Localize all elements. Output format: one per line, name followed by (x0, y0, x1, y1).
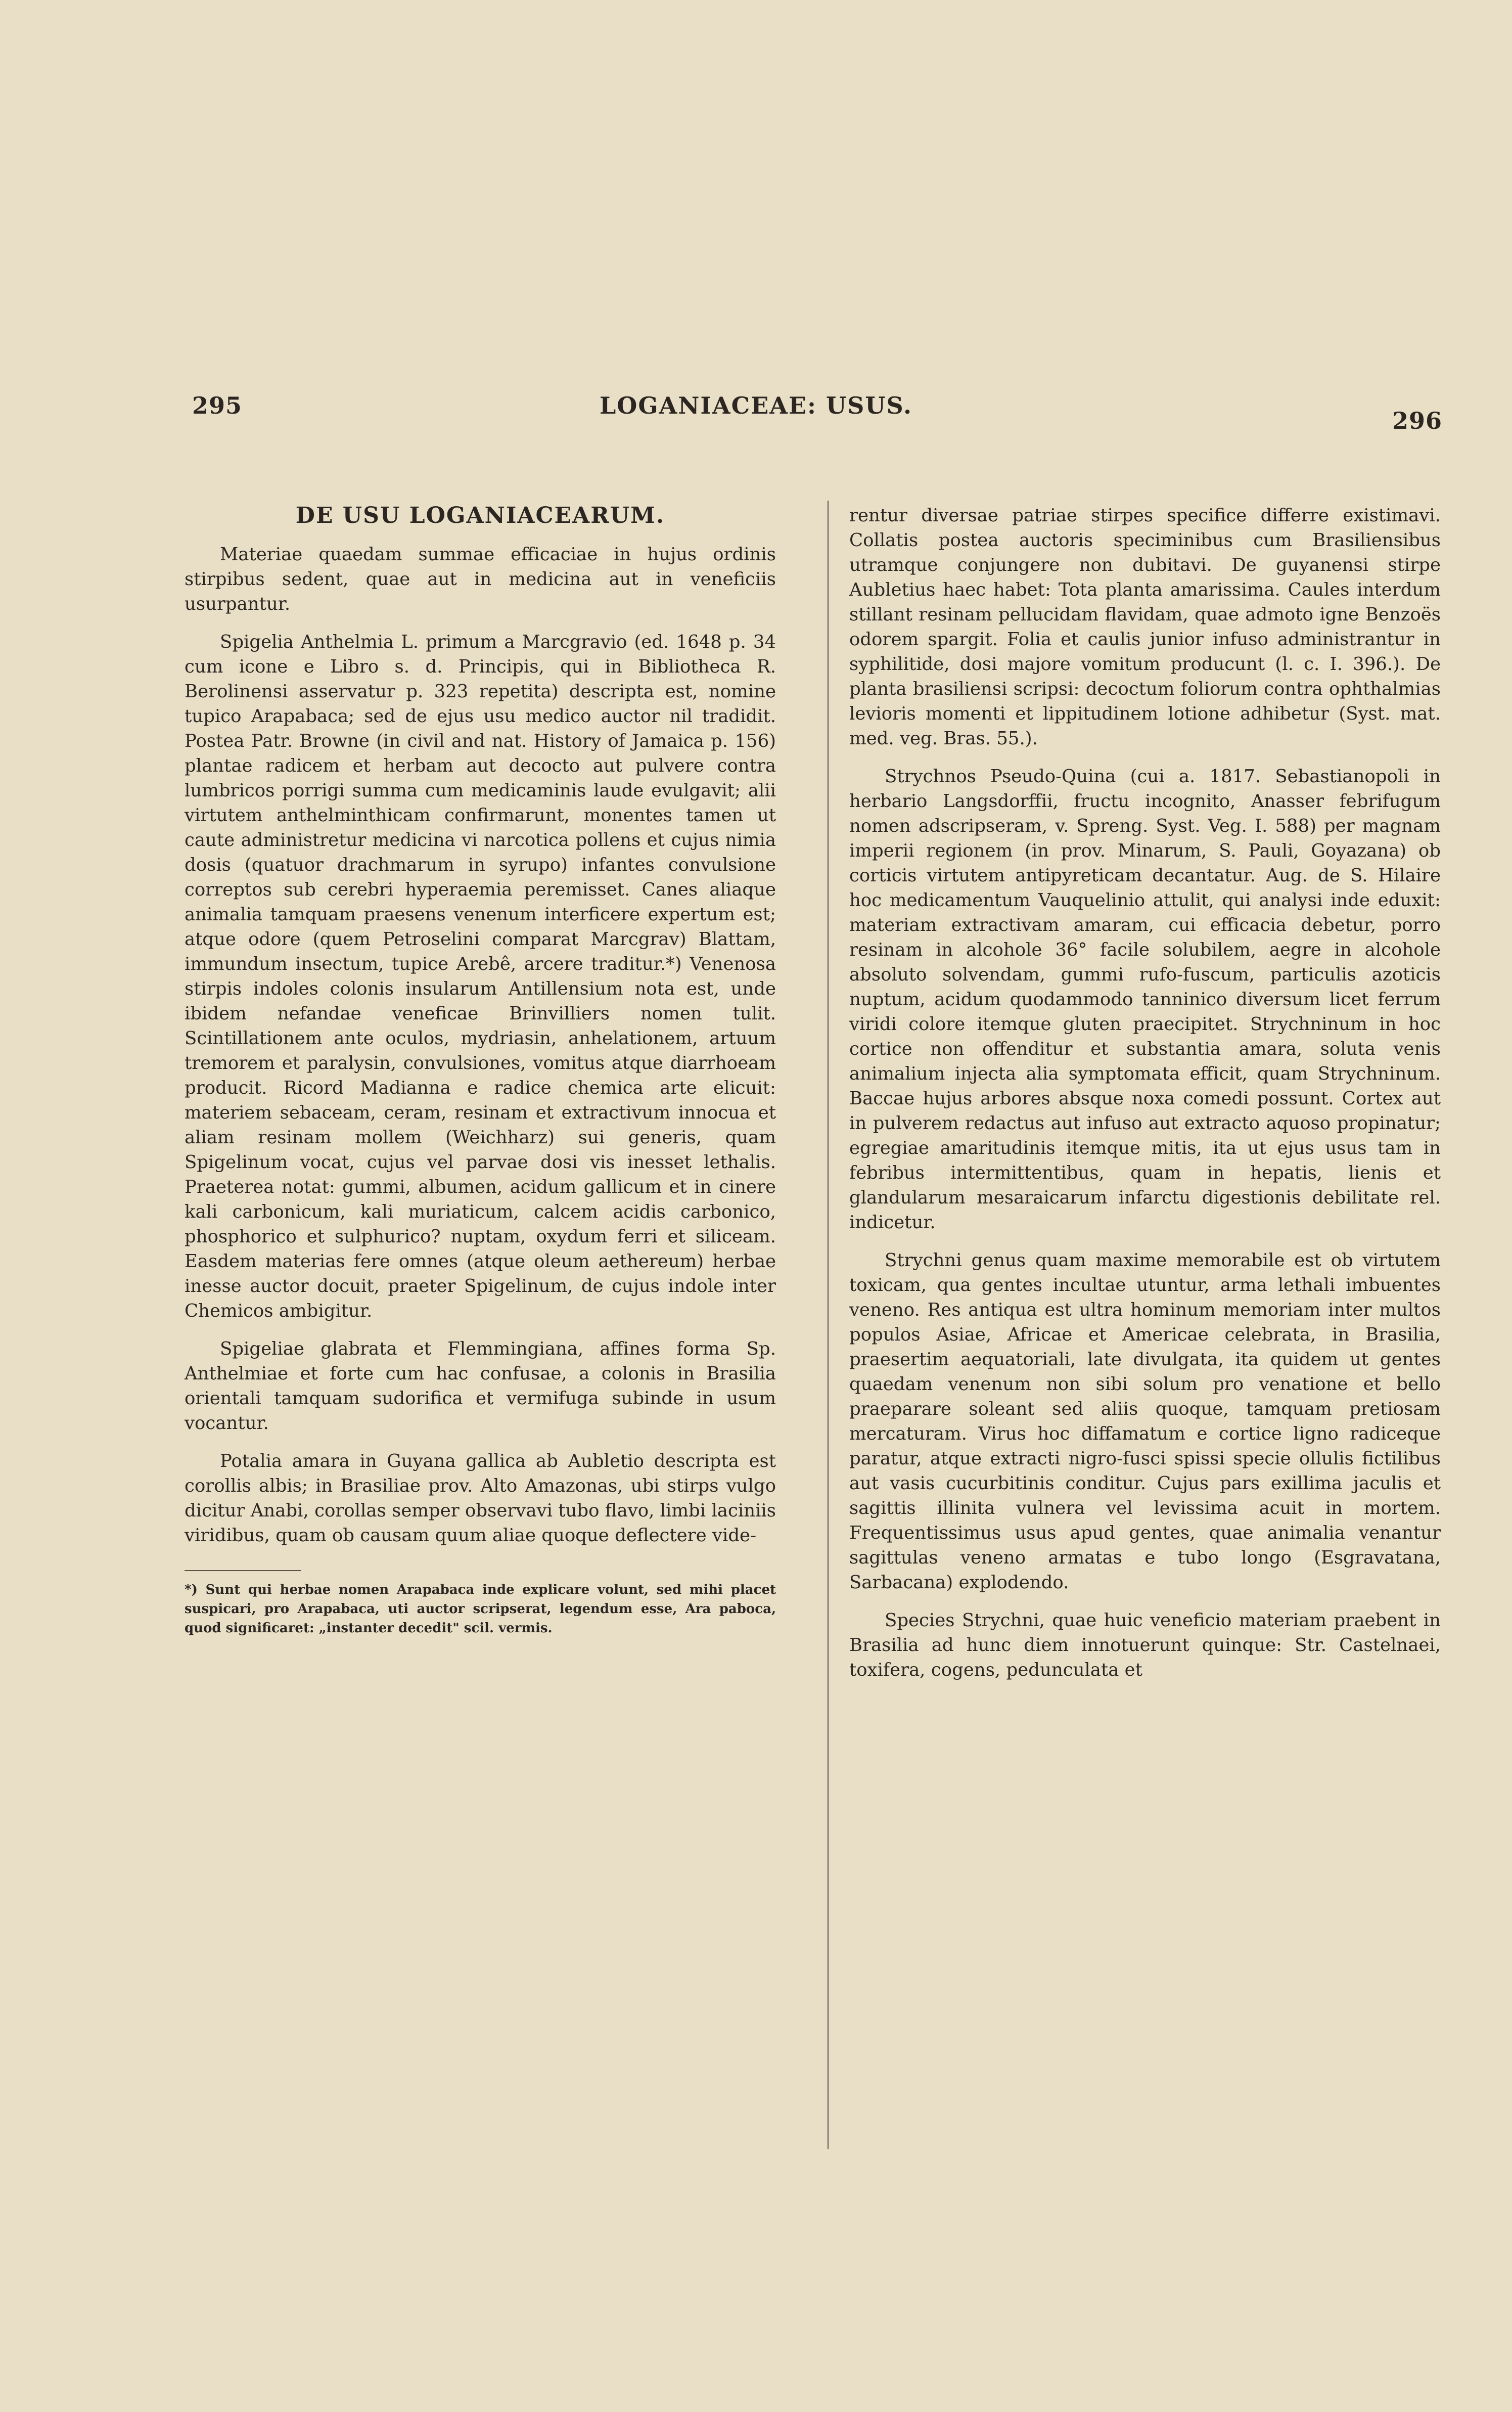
paragraph: Spigelia Anthelmia L. primum a Marcgravio (ed. 1648 p. 34 cum icone e Libro s. d. Principis, qui in Bibliotheca R. Berolinensi asservatur p. 323 repetita) descripta est, nomine tupico Arapabaca; sed de ejus usu medico auctor nil tradidit. Postea Patr. Browne (in civil and nat. History of Jamaica p. 156) plantae radicem et herbam aut decocto aut pulvere contra lumbricos porrigi summa cum medicaminis laude evulgavit; alii virtutem anthelminthicam confirmarunt, monentes tamen ut caute administretur medicina vi narcotica pollens et cujus nimia dosis (quatuor drachmarum in syrupo) infantes convulsione correptos sub cerebri hyperaemia peremisset. Canes aliaque animalia tamquam praesens venenum interficere expertum est; atque odore (quem Petroselini comparat Marcgrav) Blattam, immundum insectum, tupice Arebê, arcere traditur.*) Venenosa stirpis indoles colonis insularum Antillensium nota est, unde ibidem nefandae veneficae Brinvilliers nomen tulit. Scintillationem ante oculos, mydriasin, anhelationem, artuum tremorem et paralysin, convulsiones, vomitus atque diarrhoeam producit. Ricord Madianna e radice chemica arte elicuit: materiem sebaceam, ceram, resinam et extractivum innocua et aliam resinam mollem (Weichharz) sui generis, quam Spigelinum vocat, cujus vel parvae dosi vis inesset lethalis. Praeterea notat: gummi, albumen, acidum gallicum et in cinere kali carbonicum, kali muriaticum, calcem acidis carbonico, phosphorico et sulphurico? nuptam, oxydum ferri et siliceam. Easdem materias fere omnes (atque oleum aethereum) herbae inesse auctor docuit, praeter Spigelinum, de cujus indole inter Chemicos ambigitur. (185, 632, 776, 1321)
left-column (185, 503, 776, 1638)
paragraph: Strychni genus quam maxime memorabile est ob virtutem toxicam, qua gentes incultae utuntur, arma lethali imbuentes veneno. Res antiqua est ultra hominum memoriam inter multos populos Asiae, Africae et Americae celebrata, in Brasilia, praesertim aequatoriali, late divulgata, ita quidem ut gentes quaedam venenum non sibi solum pro venatione et bello praeparare soleant sed aliis quoque, tamquam pretiosam mercaturam. Virus hoc diffamatum e cortice ligno radiceque paratur, atque extracti nigro-fusci spissi specie ollulis fictilibus aut vasis cucurbitinis conditur. Cujus pars exillima jaculis et sagittis illinita vulnera vel levissima acuit in mortem. Frequentissimus usus apud gentes, quae animalia venantur sagittulas veneno armatas e tubo longo (Esgravatana, Sarbacana) explodendo. (849, 1250, 1441, 1593)
running-title: LOGANIACEAE: USUS. (599, 392, 913, 419)
footnote: *) Sunt qui herbae nomen Arapabaca inde explicare volunt, sed mihi placet suspicari, pro Arapabaca, uti auctor scripserat, legendum esse, Ara paboca, quod significaret: „instanter decedit" scil. vermis. (185, 1582, 776, 1636)
paragraph: Species Strychni, quae huic veneficio materiam praebent in Brasilia ad hunc diem innotuerunt quinque: Str. Castelnaei, toxifera, cogens, pedunculata et (849, 1610, 1441, 1680)
paragraph: rentur diversae patriae stirpes specifice differre existimavi. Collatis postea auctoris speciminibus cum Brasiliensibus utramque conjungere non dubitavi. De guyanensi stirpe Aubletius haec habet: Tota planta amarissima. Caules interdum stillant resinam pellucidam flavidam, quae admoto igne Benzoës odorem spargit. Folia et caulis junior infuso administrantur in syphilitide, dosi majore vomitum producunt (l. c. I. 396.). De planta brasiliensi scripsi: decoctum foliorum contra ophthalmias levioris momenti et lippitudinem lotione adhibetur (Syst. mat. med. veg. Bras. 55.). (849, 505, 1441, 749)
paragraph: Materiae quaedam summae efficaciae in hujus ordinis stirpibus sedent, quae aut in medicina aut in veneficiis usurpantur. (185, 544, 776, 614)
page-number-left: 295 (192, 392, 243, 419)
paragraph: Potalia amara in Guyana gallica ab Aubletio descripta est corollis albis; in Brasiliae prov. Alto Amazonas, ubi stirps vulgo dicitur Anabi, corollas semper observavi tubo flavo, limbi laciniis viridibus, quam ob causam quum aliae quoque deflectere vide- (185, 1451, 776, 1546)
column-divider (828, 501, 829, 2149)
section-title: DE USU LOGANIACEARUM. (295, 503, 665, 528)
right-column (849, 503, 1441, 1695)
paragraph: Strychnos Pseudo-Quina (cui a. 1817. Sebastianopoli in herbario Langsdorffii, fructu incognito, Anasser febrifugum nomen adscripseram, v. Spreng. Syst. Veg. I. 588) per magnam imperii regionem (in prov. Minarum, S. Pauli, Goyazana) ob corticis virtutem antipyreticam decantatur. Aug. de S. Hilaire hoc medicamentum Vauquelinio attulit, qui analysi inde eduxit: materiam extractivam amaram, cui efficacia debetur, porro resinam in alcohole 36° facile solubilem, aegre in alcohole absoluto solvendam, gummi rufo-fuscum, particulis azoticis nuptum, acidum quodammodo tanninico diversum licet ferrum viridi colore itemque gluten praecipitet. Strychninum in hoc cortice non offenditur et substantia amara, soluta venis animalium injecta alia symptomata efficit, quam Strychninum. Baccae hujus arbores absque noxa comedi possunt. Cortex aut in pulverem redactus aut infuso aut extracto aquoso propinatur; egregiae amaritudinis itemque mitis, ita ut ejus usus tam in febribus intermittentibus, quam in hepatis, lienis et glandularum mesaraicarum infarctu digestionis debilitate rel. indicetur. (849, 766, 1441, 1233)
page-number-right: 296 (1392, 407, 1442, 434)
paragraph: Spigeliae glabrata et Flemmingiana, affines forma Sp. Anthelmiae et forte cum hac confusae, a colonis in Brasilia orientali tamquam sudorifica et vermifuga subinde in usum vocantur. (185, 1338, 776, 1434)
footnote-divider (185, 1570, 301, 1571)
